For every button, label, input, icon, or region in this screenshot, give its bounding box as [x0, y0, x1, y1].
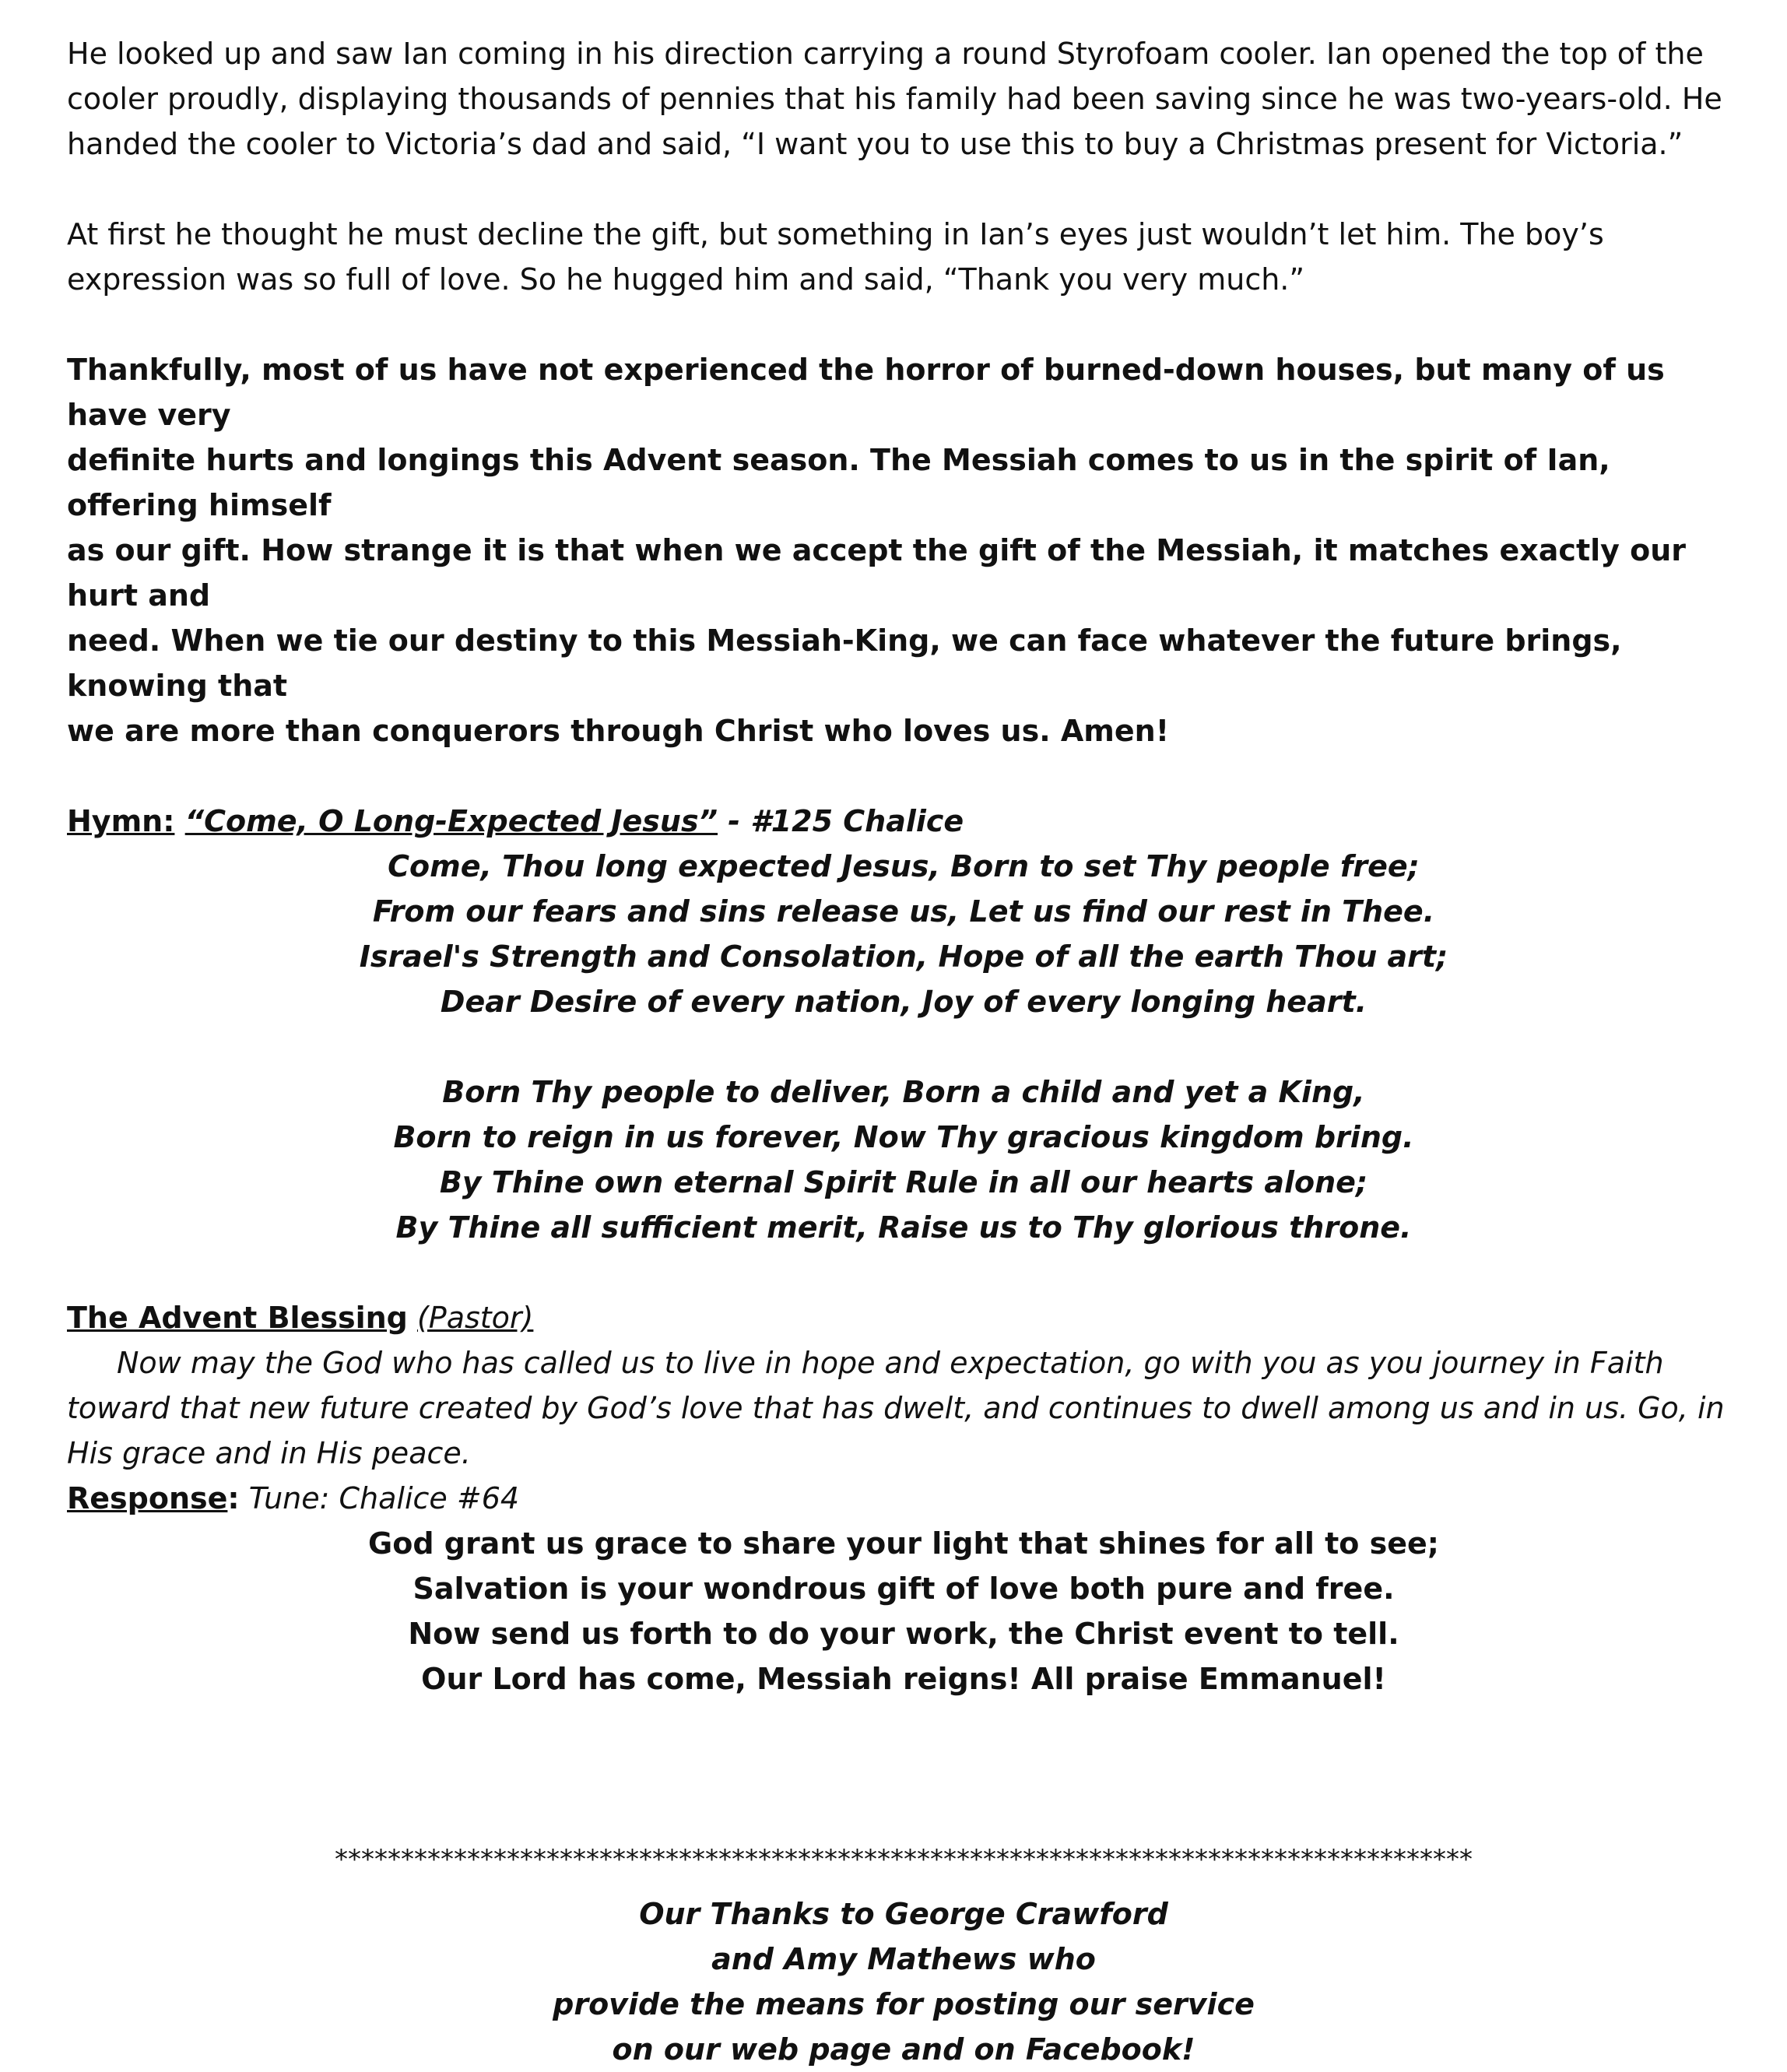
verse-line: God grant us grace to share your light that shines for all to see;: [368, 1526, 1439, 1561]
text-line: handed the cooler to Victoria’s dad and said, “I want you to use this to buy a Christmas present for Victoria.”: [67, 127, 1683, 161]
text-line: need. When we tie our destiny to this Messiah-King, we can face whatever the future brings, knowing that: [67, 623, 1622, 703]
text-line: He looked up and saw Ian coming in his direction carrying a round Styrofoam cooler. Ian opened the top of the: [67, 37, 1704, 71]
thanks-line: on our web page and on Facebook!: [612, 2032, 1195, 2067]
thanks-line: provide the means for posting our service: [553, 1987, 1255, 2021]
thanks-line: Our Thanks to George Crawford: [639, 1897, 1168, 1931]
verse-line: Come, Thou long expected Jesus, Born to set Thy people free;: [388, 849, 1420, 883]
text-line: we are more than conquerors through Christ who loves us. Amen!: [67, 714, 1170, 748]
verse-line: Now send us forth to do your work, the Christ event to tell.: [408, 1617, 1399, 1651]
verse-line: By Thine all sufficient merit, Raise us to Thy glorious throne.: [395, 1210, 1412, 1245]
hymn-label: Hymn:: [67, 804, 175, 838]
verse-line: Israel's Strength and Consolation, Hope of all the earth Thou art;: [359, 939, 1448, 974]
text-line: definite hurts and longings this Advent season. The Messiah comes to us in the spirit of Ian, offering himself: [67, 443, 1610, 522]
verse-line: Our Lord has come, Messiah reigns! All praise Emmanuel!: [421, 1662, 1386, 1696]
verse-line: Salvation is your wondrous gift of love both pure and free.: [413, 1572, 1395, 1606]
hymn-title: “Come, O Long-Expected Jesus”: [184, 804, 718, 838]
document-page: [67, 31, 1740, 2072]
hymn-verse-2: [67, 1069, 1740, 1250]
text-line: At first he thought he must decline the gift, but something in Ian’s eyes just wouldn’t let him. The boy’s: [67, 217, 1604, 251]
response-label: Response: [67, 1481, 228, 1515]
blessing-title: The Advent Blessing: [67, 1301, 408, 1335]
text-line: toward that new future created by God’s love that has dwelt, and continues to dwell among us and in us. Go, in: [67, 1391, 1725, 1425]
story-paragraph-2: [67, 212, 1740, 302]
blessing-text: [67, 1340, 1740, 1476]
response-colon: :: [227, 1481, 240, 1515]
story-paragraph-1: [67, 31, 1740, 167]
hymn-heading: [67, 799, 1740, 844]
hymn-verse-1: [67, 844, 1740, 1024]
verse-line: Dear Desire of every nation, Joy of every longing heart.: [440, 985, 1367, 1019]
hymn-reference: - #125 Chalice: [718, 804, 964, 838]
response-heading: [67, 1476, 1740, 1521]
story-paragraph-3: [67, 347, 1740, 753]
text-line: Now may the God who has called us to live in hope and expectation, go with you as you journey in Faith: [117, 1346, 1664, 1380]
thanks-note: [67, 1891, 1740, 2072]
text-line: as our gift. How strange it is that when we accept the gift of the Messiah, it matches exactly our hurt and: [67, 533, 1687, 613]
text-line: cooler proudly, displaying thousands of pennies that his family had been saving since he was two-years-old. He: [67, 82, 1722, 116]
blessing-heading: [67, 1295, 1740, 1340]
verse-line: By Thine own eternal Spirit Rule in all our hearts alone;: [439, 1165, 1368, 1199]
thanks-line: and Amy Mathews who: [711, 1942, 1096, 1976]
text-line: expression was so full of love. So he hugged him and said, “Thank you very much.”: [67, 262, 1305, 297]
verse-line: Born to reign in us forever, Now Thy gracious kingdom bring.: [393, 1120, 1414, 1154]
blessing-note: (Pastor): [416, 1301, 534, 1335]
text-line: His grace and in His peace.: [67, 1436, 471, 1470]
divider-asterisks: **************************************************************************************: [335, 1844, 1473, 1875]
verse-line: Born Thy people to deliver, Born a child and yet a King,: [442, 1075, 1365, 1109]
verse-line: From our fears and sins release us, Let us find our rest in Thee.: [372, 894, 1435, 929]
text-line: Thankfully, most of us have not experienced the horror of burned-down houses, but many of us have very: [67, 353, 1665, 432]
response-verse: [67, 1521, 1740, 1701]
response-tune: Tune: Chalice #64: [239, 1481, 520, 1515]
